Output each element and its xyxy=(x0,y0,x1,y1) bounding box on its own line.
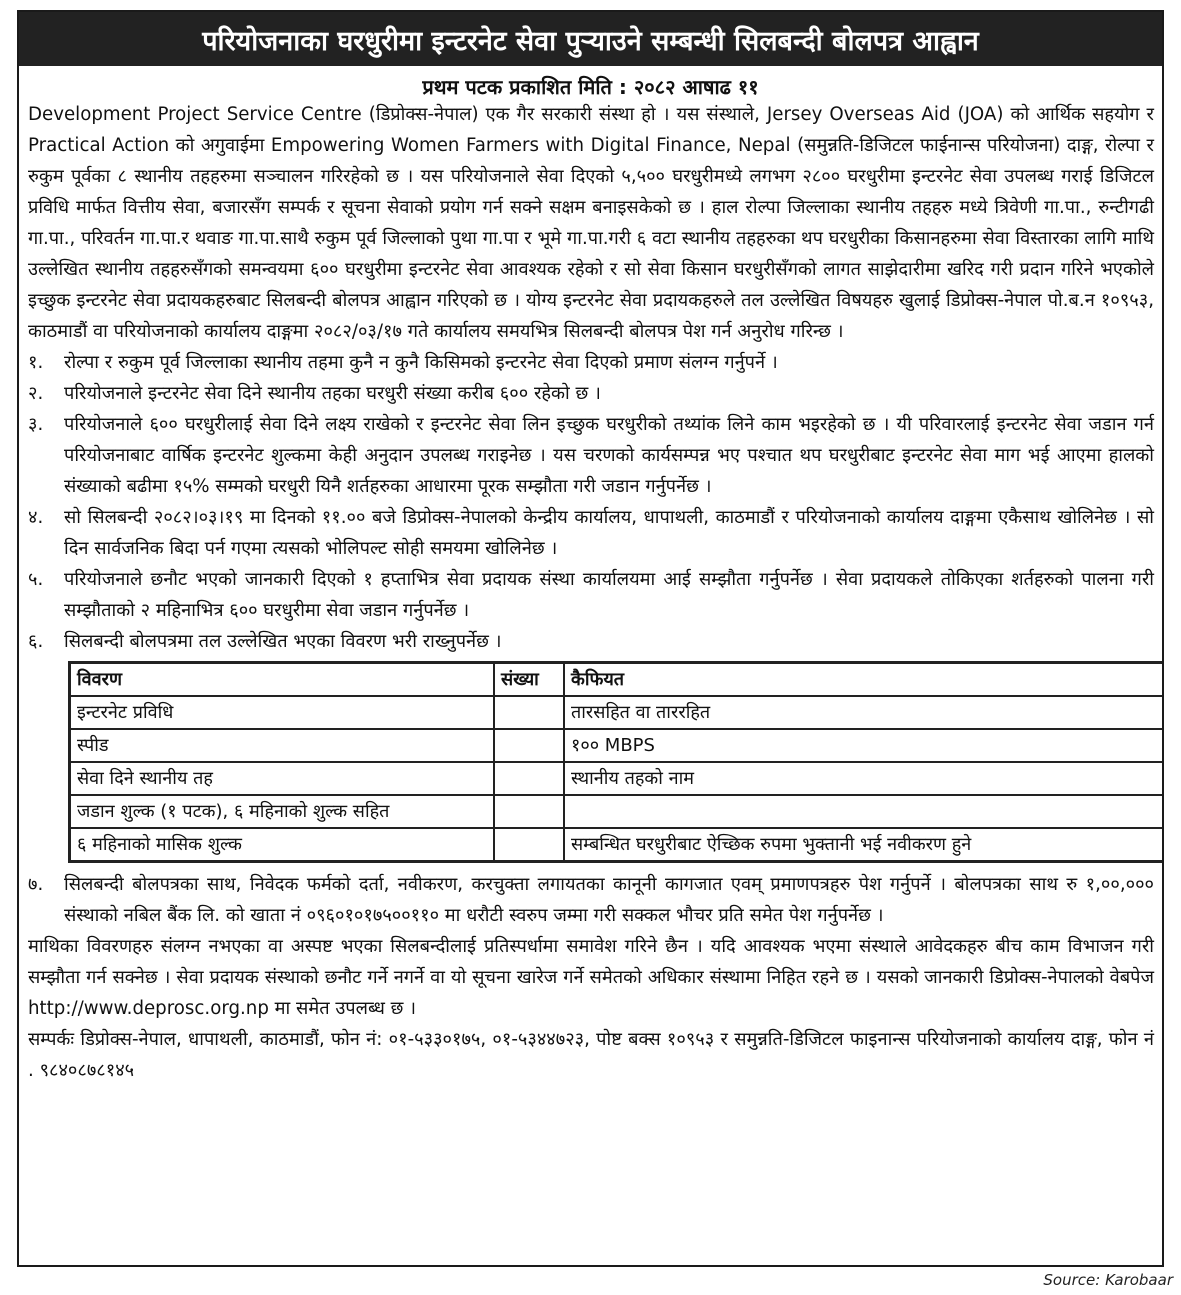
column-header-description: विवरण xyxy=(70,663,495,697)
cell-description: जडान शुल्क (१ पटक), ६ महिनाको शुल्क सहित xyxy=(70,795,495,828)
cell-quantity xyxy=(494,795,564,828)
item-text: परियोजनाले इन्टरनेट सेवा दिने स्थानीय तहका घरधुरी संख्या करीब ६०० रहेको छ । xyxy=(64,383,601,404)
intro-paragraph: Development Project Service Centre (डिप्रोक्स-नेपाल) एक गैर सरकारी संस्था हो । यस संस्थाले, Jersey Overseas Aid (JOA) को आर्थिक सहयोग र Practical Action को अगुवाईमा Empowering Women Farmers with Digital Finance, Nepal (समुन्नति-डिजिटल फाईनान्स परियोजना) दाङ्ग, रोल्पा र रुकुम पूर्वका ८ स्थानीय तहहरुमा सञ्चालन गरिरहेको छ । यस परियोजनाले सेवा दिएको ५,५०० घरधुरीमध्ये लगभग २८०० घरधुरीमा इन्टरनेट सेवा उपलब्ध गराई डिजिटल प्रविधि मार्फत वित्तीय सेवा, बजारसँग सम्पर्क र सूचना सेवाको प्रयोग गर्न सक्ने सक्षम बनाइसकेको छ । हाल रोल्पा जिल्लाका स्थानीय तहहरु मध्ये त्रिवेणी गा.पा., रुन्टीगढी गा.पा., परिवर्तन गा.पा.र थवाङ गा.पा.साथै रुकुम पूर्व जिल्लाको पुथा गा.पा र भूमे गा.पा.गरी ६ वटा स्थानीय तहहरुका थप घरधुरीका किसानहरुमा सेवा विस्तारका लागि माथि उल्लेखित स्थानीय तहहरुसँगको समन्वयमा ६०० घरधुरीमा इन्टरनेट सेवा आवश्यक रहेको र सो सेवा किसान घरधुरीसँगको लागत साझेदारीमा खरिद गरी प्रदान गरिने भएकोले इच्छुक इन्टरनेट सेवा प्रदायकहरुबाट सिलबन्दी बोलपत्र आह्वान गरिएको छ । योग्य इन्टरनेट सेवा प्रदायकहरुले तल उल्लेखित विषयहरु खुलाई डिप्रोक्स-नेपाल पो.ब.न १०९५३, काठमाडौं वा परियोजनाको कार्यालय दाङ्गमा २०८२/०३/१७ गते कार्यालय समयभित्र सिलबन्दी बोलपत्र पेश गर्न अनुरोध गरिन्छ । xyxy=(28,104,1154,342)
cell-quantity xyxy=(494,828,564,862)
cell-quantity xyxy=(494,729,564,762)
cell-remarks: स्थानीय तहको नाम xyxy=(564,762,1164,795)
cell-description: इन्टरनेट प्रविधि xyxy=(70,696,495,729)
item-text: सो सिलबन्दी २०८२।०३।१९ मा दिनको ११.०० बजे डिप्रोक्स-नेपालको केन्द्रीय कार्यालय, धापाथली, काठमाडौं र परियोजनाको कार्यालय दाङ्गमा एकैसाथ खोलिनेछ । सो दिन सार्वजनिक बिदा पर्न गएमा त्यसको भोलिपल्ट सोही समयमा खोलिनेछ । xyxy=(64,507,1154,559)
table-row xyxy=(70,828,1165,862)
item-number: ४. xyxy=(28,507,44,528)
list-item xyxy=(28,409,1154,502)
item-number: १. xyxy=(28,352,44,373)
list-item xyxy=(28,502,1154,564)
item-text: परियोजनाले ६०० घरधुरीलाई सेवा दिने लक्ष्य राखेको र इन्टरनेट सेवा लिन इच्छुक घरधुरीको तथ्यांक लिने काम भइरहेको छ । यी परिवारलाई इन्टरनेट सेवा जडान गर्न परियोजनाबाट वार्षिक इन्टरनेट शुल्कमा केही अनुदान उपलब्ध गराइनेछ । यस चरणको कार्यसम्पन्न भए पश्चात थप घरधुरीबाट इन्टरनेट सेवा माग भई आएमा हालको संख्याको बढीमा १५% सम्मको घरधुरी यिनै शर्तहरुका आधारमा पूरक सम्झौता गरी जडान गर्नुपर्नेछ । xyxy=(64,414,1154,497)
table-header-row xyxy=(70,663,1165,697)
details-table xyxy=(68,661,1164,863)
item-number: ६. xyxy=(28,631,44,652)
list-item xyxy=(28,626,1154,657)
table-row xyxy=(70,762,1165,795)
column-header-quantity: संख्या xyxy=(494,663,564,697)
notice-title: परियोजनाका घरधुरीमा इन्टरनेट सेवा पुऱ्याउने सम्बन्धी सिलबन्दी बोलपत्र आह्वान xyxy=(19,12,1162,66)
cell-remarks: तारसहित वा ताररहित xyxy=(564,696,1164,729)
closing-paragraph: माथिका विवरणहरु संलग्न नभएका वा अस्पष्ट भएका सिलबन्दीलाई प्रतिस्पर्धामा समावेश गरिने छैन । यदि आवश्यक भएमा संस्थाले आवेदकहरु बीच काम विभाजन गरी सम्झौता गर्न सक्नेछ । सेवा प्रदायक संस्थाको छनौट गर्ने नगर्ने वा यो सूचना खारेज गर्ने समेतको अधिकार संस्थामा निहित रहने छ । यसको जानकारी डिप्रोक्स-नेपालको वेबपेज http://www.deprosc.org.np मा समेत उपलब्ध छ । xyxy=(28,936,1154,1019)
cell-remarks xyxy=(564,795,1164,828)
source-credit: Source: Karobaar xyxy=(1043,1271,1173,1289)
cell-description: सेवा दिने स्थानीय तह xyxy=(70,762,495,795)
contact-info: सम्पर्कः डिप्रोक्स-नेपाल, धापाथली, काठमाडौं, फोन नं: ०१-५३३०१७५, ०१-५३४४७२३, पोष्ट बक्स १०९५३ र समुन्नति-डिजिटल फाइनान्स परियोजनाको कार्यालय दाङ्ग, फोन नं . ९८४०८७८१४५ xyxy=(28,1029,1154,1081)
column-header-remarks: कैफियत xyxy=(564,663,1164,697)
cell-description: ६ महिनाको मासिक शुल्क xyxy=(70,828,495,862)
cell-quantity xyxy=(494,696,564,729)
cell-quantity xyxy=(494,762,564,795)
item-number: ३. xyxy=(28,414,44,435)
cell-description: स्पीड xyxy=(70,729,495,762)
item-text: सिलबन्दी बोलपत्रका साथ, निवेदक फर्मको दर्ता, नवीकरण, करचुक्ता लगायतका कानूनी कागजात एवम् प्रमाणपत्रहरु पेश गर्नुपर्ने । बोलपत्रका साथ रु १,००,००० संस्थाको नबिल बैंक लि. को खाता नं ०९६०१०१७५००११० मा धरौटी स्वरुप जम्मा गरी सक्कल भौचर प्रति समेत पेश गर्नुपर्नेछ । xyxy=(64,874,1154,926)
item-text: सिलबन्दी बोलपत्रमा तल उल्लेखित भएका विवरण भरी राख्नुपर्नेछ । xyxy=(64,631,502,652)
list-item xyxy=(28,564,1154,626)
item-text: परियोजनाले छनौट भएको जानकारी दिएको १ हप्ताभित्र सेवा प्रदायक संस्था कार्यालयमा आई सम्झौता गर्नुपर्नेछ । सेवा प्रदायकले तोकिएका शर्तहरुको पालना गरी सम्झौताको २ महिनाभित्र ६०० घरधुरीमा सेवा जडान गर्नुपर्नेछ । xyxy=(64,569,1154,621)
notice-body xyxy=(19,99,1162,1086)
table-row xyxy=(70,795,1165,828)
publication-date: प्रथम पटक प्रकाशित मिति : २०८२ आषाढ ११ xyxy=(422,75,759,99)
item-number: ५. xyxy=(28,569,44,590)
list-item xyxy=(28,869,1154,931)
item-number: २. xyxy=(28,383,44,404)
notice-frame xyxy=(17,10,1164,1267)
table-row xyxy=(70,696,1165,729)
table-row xyxy=(70,729,1165,762)
cell-remarks: सम्बन्धित घरधुरीबाट ऐच्छिक रुपमा भुक्तानी भई नवीकरण हुने xyxy=(564,828,1164,862)
item-text: रोल्पा र रुकुम पूर्व जिल्लाका स्थानीय तहमा कुनै न कुनै किसिमको इन्टरनेट सेवा दिएको प्रमाण संलग्न गर्नुपर्ने । xyxy=(64,352,778,373)
list-item xyxy=(28,347,1154,378)
item-number: ७. xyxy=(28,874,44,895)
list-item xyxy=(28,378,1154,409)
cell-remarks: १०० MBPS xyxy=(564,729,1164,762)
